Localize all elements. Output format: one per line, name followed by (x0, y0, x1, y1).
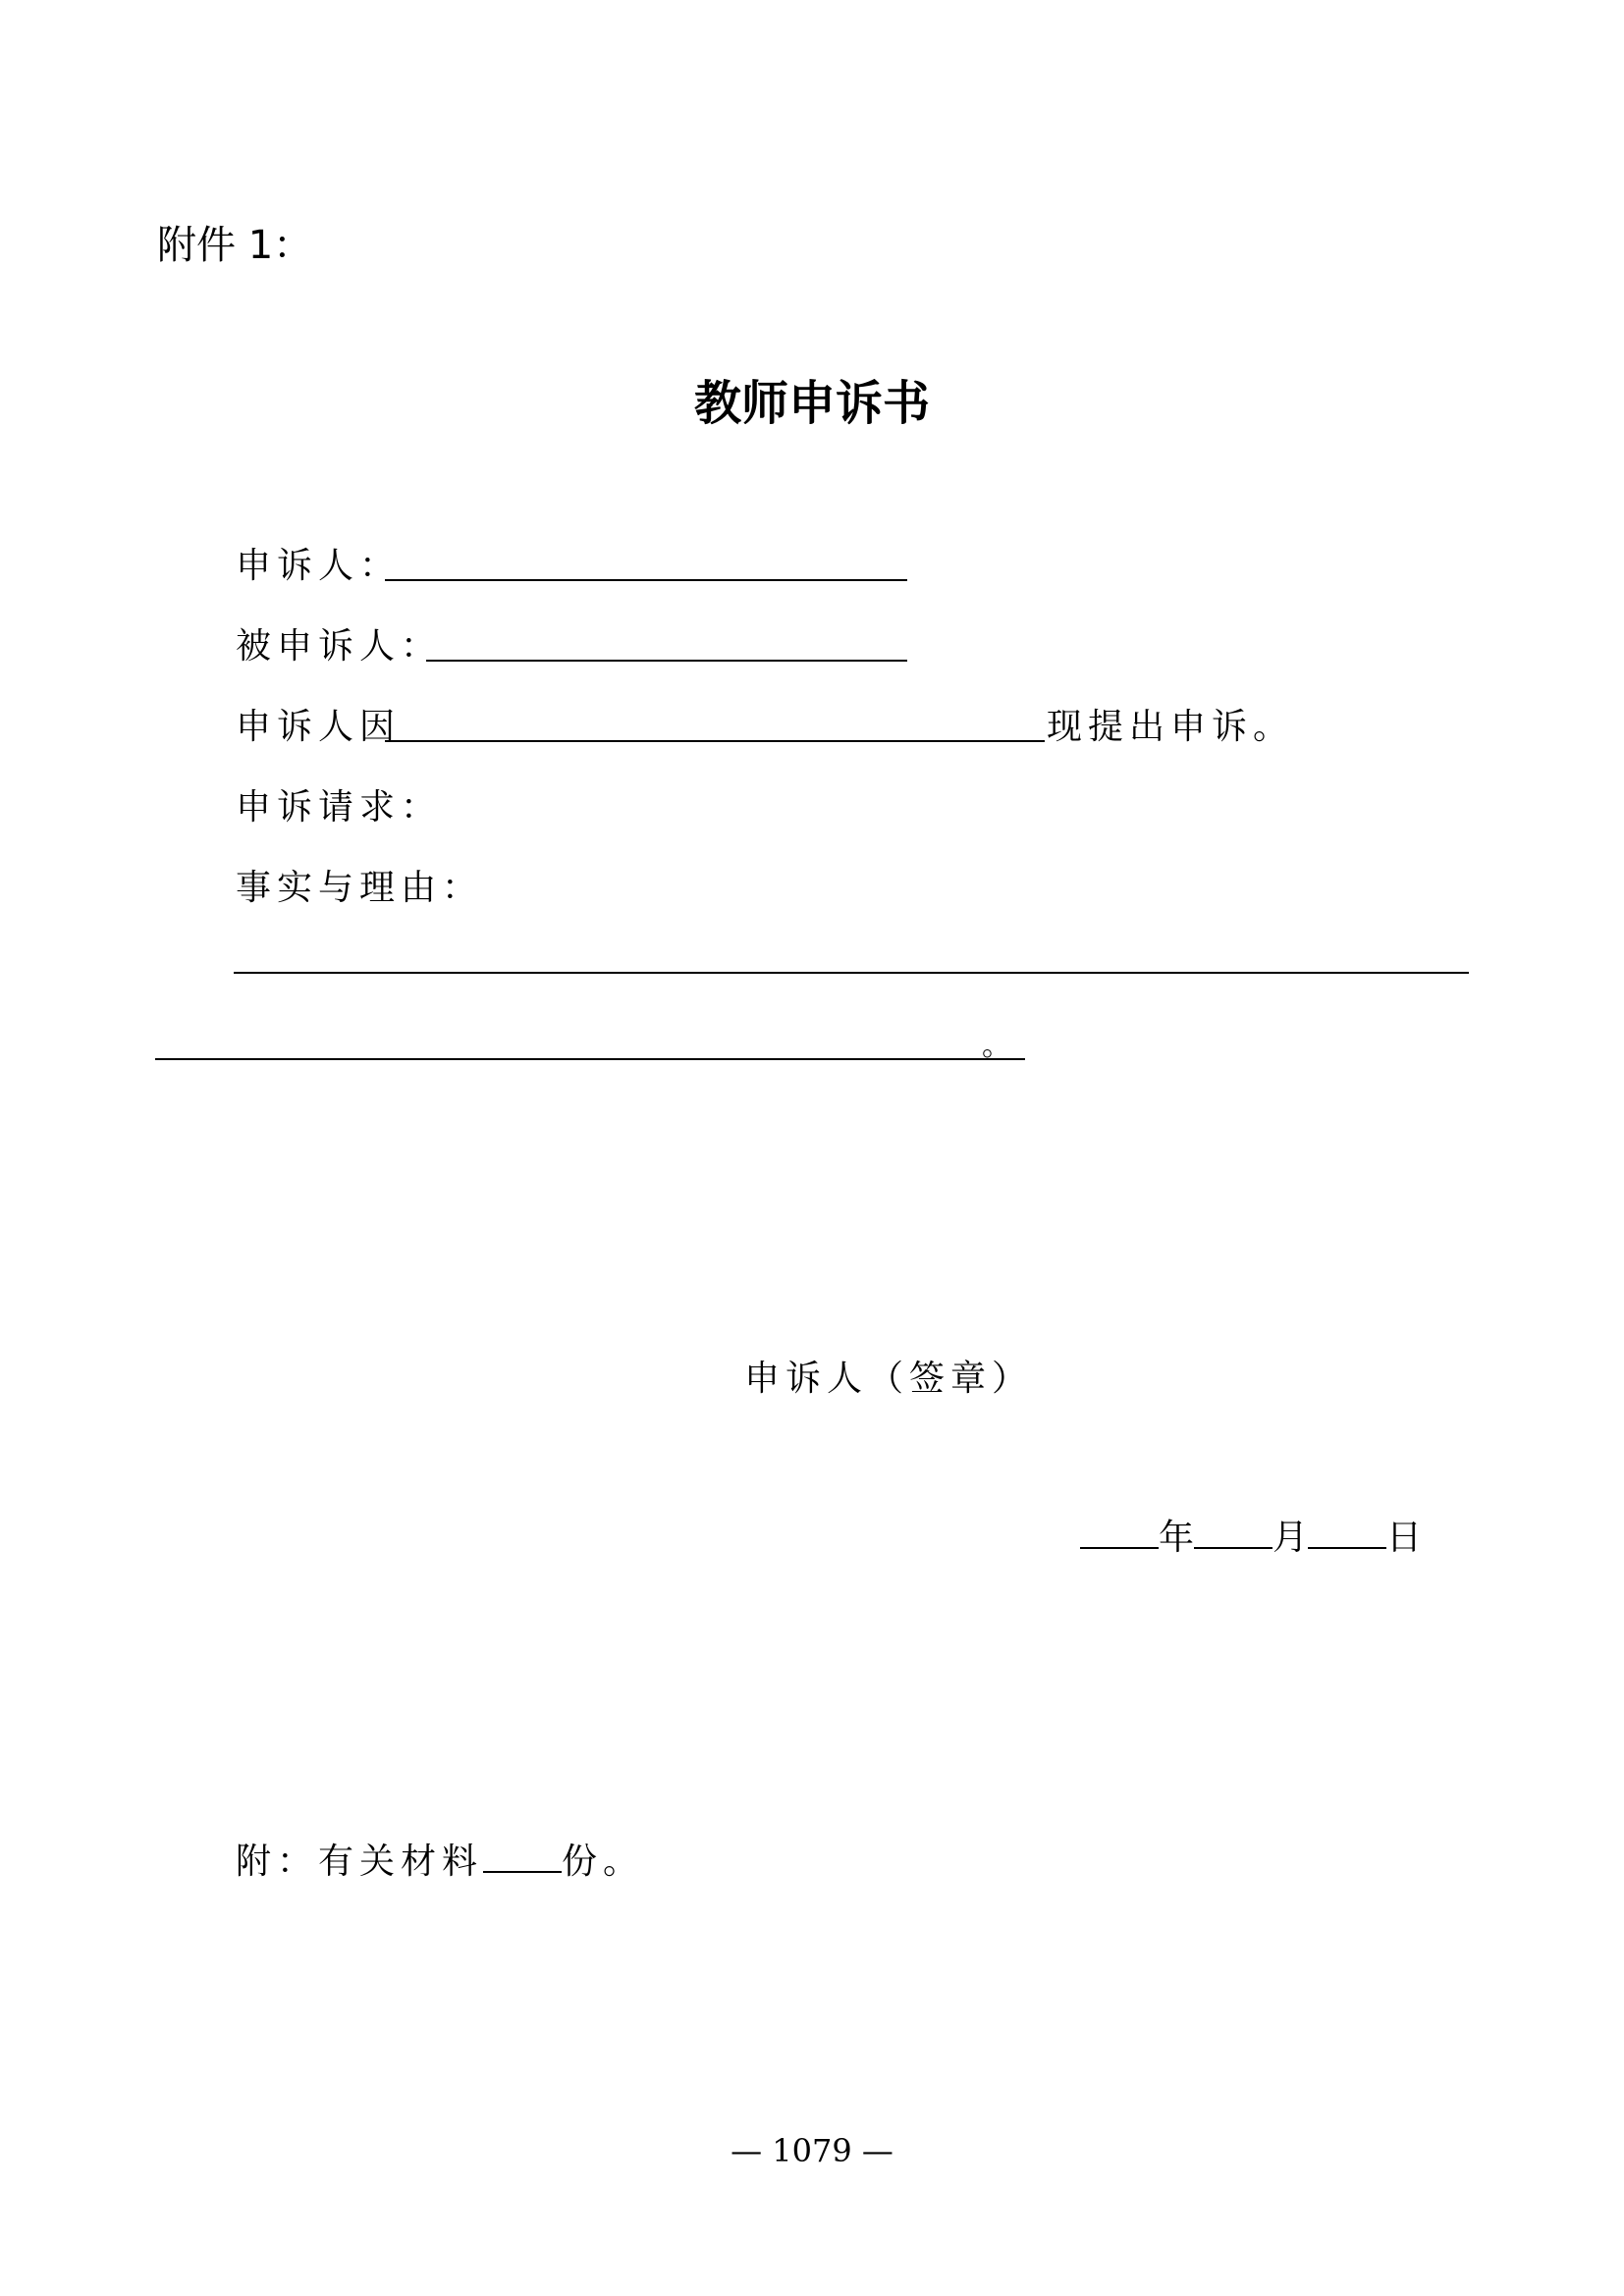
attachments-line (236, 1834, 644, 1884)
year-label: 年 (1159, 1518, 1195, 1558)
reason-suffix: 现提出申诉。 (1047, 707, 1295, 747)
appellant-field[interactable] (385, 579, 907, 581)
year-field[interactable] (1080, 1518, 1159, 1549)
document-title: 教师申诉书 (693, 376, 930, 431)
appellant-label: 申诉人： (236, 546, 402, 586)
facts-line-2[interactable] (155, 1058, 1025, 1060)
day-field[interactable] (1308, 1518, 1386, 1549)
attachment-label: 附件 1： (157, 223, 313, 268)
reason-prefix: 申诉人因 (236, 707, 402, 747)
date-line (1080, 1510, 1422, 1560)
request-label: 申诉请求： (236, 787, 443, 828)
attachments-prefix: 附：有关材料 (236, 1842, 484, 1882)
respondent-field[interactable] (426, 660, 907, 662)
attachments-count-field[interactable] (483, 1842, 562, 1873)
page-number: — 1079 — (731, 2132, 893, 2169)
day-label: 日 (1386, 1518, 1423, 1558)
facts-label: 事实与理由： (236, 868, 484, 908)
reason-field[interactable] (385, 740, 1045, 742)
facts-line-1[interactable] (234, 972, 1469, 974)
facts-end-mark: 。 (982, 1029, 1017, 1063)
signature-label: 申诉人（签章） (744, 1359, 1034, 1399)
month-field[interactable] (1194, 1518, 1272, 1549)
month-label: 月 (1272, 1518, 1309, 1558)
respondent-label: 被申诉人： (236, 626, 443, 667)
attachments-suffix: 份。 (562, 1842, 645, 1882)
